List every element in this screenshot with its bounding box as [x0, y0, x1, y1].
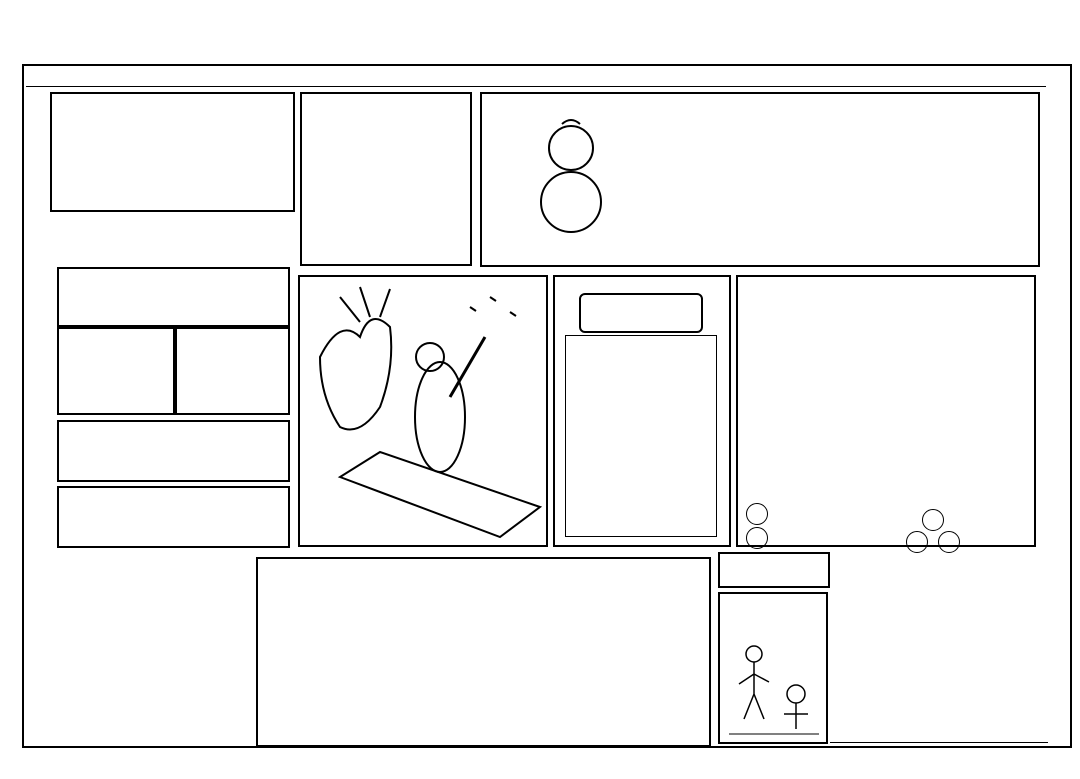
trend-grid-svg: [258, 559, 709, 745]
jie-hua-panel: [718, 592, 828, 744]
trend-grid: [256, 557, 711, 747]
treasure-title: [579, 293, 703, 333]
footer-line: [830, 742, 1048, 743]
logo-panel: [480, 92, 1040, 267]
illustration-panel: [298, 275, 548, 547]
brand-strip-right: [1048, 86, 1070, 736]
even-number-box: [175, 327, 290, 415]
kai-banner: [57, 267, 290, 327]
news-panel: [736, 275, 1036, 547]
brand-strip-left: [24, 90, 42, 740]
top-bar: [0, 0, 1080, 68]
jie-hua-illustration: [724, 624, 824, 742]
brand-strip-top: [26, 68, 1046, 87]
news-circle-5: [938, 531, 960, 553]
gourd-icon: [532, 114, 610, 234]
treasure-scroll: [565, 335, 717, 537]
blank-box: [718, 552, 830, 588]
lute-player-illustration: [300, 277, 546, 545]
news-circle-3: [922, 509, 944, 531]
stats-panel: [50, 92, 295, 212]
treasure-panel: [553, 275, 731, 547]
news-circle-1: [746, 503, 768, 525]
hint-panel: [300, 92, 472, 266]
small-number-box: [57, 327, 175, 415]
news-circle-2: [746, 527, 768, 549]
news-circle-4: [906, 531, 928, 553]
numbers-box: [57, 420, 290, 482]
special-send-box: [57, 486, 290, 548]
